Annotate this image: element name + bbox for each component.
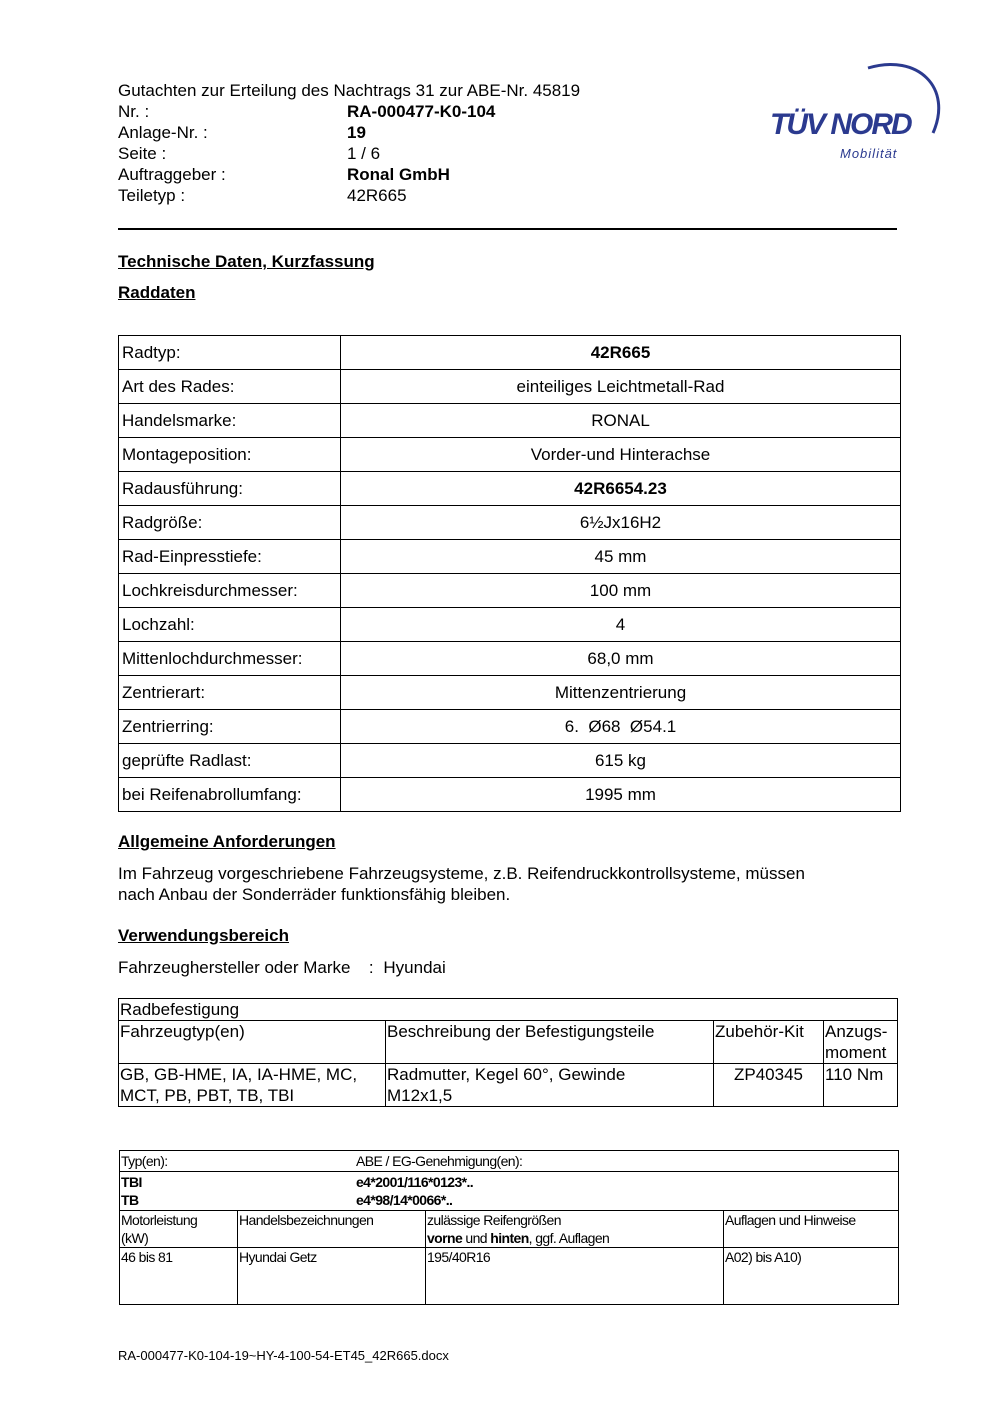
col-handelsbezeichnungen: Handelsbezeichnungen (238, 1211, 426, 1248)
typen-header-cell (120, 1151, 899, 1172)
header-label: Teiletyp : (118, 186, 186, 205)
col-zubehoer-kit: Zubehör-Kit (714, 1021, 824, 1064)
abe-2: e4*98/14*0066*.. (356, 1192, 453, 1208)
row-key: geprüfte Radlast: (119, 744, 341, 778)
col-auflagen: Auflagen und Hinweise (724, 1211, 899, 1248)
cell-line: M12x1,5 (387, 1086, 453, 1105)
row-key: Lochkreisdurchmesser: (119, 574, 341, 608)
row-value: RONAL (341, 404, 901, 438)
cell-line: Motorleistung (121, 1212, 198, 1228)
table-header-row (120, 1211, 899, 1248)
header-divider (118, 228, 897, 230)
row-value: 42R665 (341, 336, 901, 370)
table-row (120, 1151, 899, 1172)
table-row (119, 370, 901, 404)
header-value: 1 / 6 (347, 144, 381, 163)
cell-zubehoer-kit: ZP40345 (714, 1064, 824, 1107)
col-reifengroessen (426, 1211, 724, 1248)
table-row (119, 438, 901, 472)
row-value: einteiliges Leichtmetall-Rad (341, 370, 901, 404)
header-label: Auftraggeber : (118, 165, 226, 184)
typ-2: TB (121, 1192, 139, 1208)
col-beschreibung: Beschreibung der Befestigungsteile (386, 1021, 714, 1064)
section-raddaten: Raddaten (118, 283, 196, 302)
header-value: RA-000477-K0-104 (347, 102, 496, 121)
abe-1: e4*2001/116*0123*.. (356, 1174, 474, 1190)
section-allgemeine-anforderungen: Allgemeine Anforderungen (118, 832, 336, 851)
typen-values-cell (120, 1172, 899, 1211)
row-key: Art des Rades: (119, 370, 341, 404)
cell-handelsbezeichnung: Hyundai Getz (238, 1248, 426, 1305)
vorne-text: vorne (427, 1230, 463, 1246)
fahrzeughersteller-line (118, 957, 446, 978)
row-value: 45 mm (341, 540, 901, 574)
radbefestigung-title: Radbefestigung (119, 999, 898, 1021)
typen-table (119, 1150, 899, 1305)
row-value: 68,0 mm (341, 642, 901, 676)
table-row (119, 676, 901, 710)
row-value: 6½Jx16H2 (341, 506, 901, 540)
cell-anzugsmoment: 110 Nm (824, 1064, 898, 1107)
row-key: Mittenlochdurchmesser: (119, 642, 341, 676)
cell-line (427, 1229, 722, 1247)
header-label: Seite : (118, 144, 167, 163)
header-value: 42R665 (347, 186, 407, 205)
footer-filename: RA-000477-K0-104-19~HY-4-100-54-ET45_42R665.docx (118, 1348, 449, 1363)
col-anzugsmoment-line1: Anzugs- (825, 1022, 888, 1041)
cell-reifengroesse: 195/40R16 (426, 1248, 724, 1305)
table-row (119, 710, 901, 744)
row-key: Radtyp: (119, 336, 341, 370)
fahrzeughersteller-value: Hyundai (383, 958, 446, 977)
row-value: 42R6654.23 (341, 472, 901, 506)
und-text: und (462, 1230, 491, 1246)
table-row (120, 1172, 899, 1211)
cell-line: zulässige Reifengrößen (427, 1212, 561, 1228)
table-row (119, 999, 898, 1021)
row-key: Zentrierart: (119, 676, 341, 710)
row-key: bei Reifenabrollumfang: (119, 778, 341, 812)
typ-1: TBI (121, 1174, 142, 1190)
cell-line: GB, GB-HME, IA, IA-HME, MC, (120, 1065, 358, 1084)
row-key: Handelsmarke: (119, 404, 341, 438)
abe-label: ABE / EG-Genehmigung(en): (356, 1153, 523, 1169)
row-value: 100 mm (341, 574, 901, 608)
table-row (119, 778, 901, 812)
allgemeine-text-line-2: nach Anbau der Sonderräder funktionsfähig bleiben. (118, 885, 511, 904)
table-row (119, 1064, 898, 1107)
raddaten-table (118, 335, 901, 812)
cell-line: Radmutter, Kegel 60°, Gewinde (387, 1065, 626, 1084)
table-row (119, 506, 901, 540)
section-verwendungsbereich: Verwendungsbereich (118, 926, 289, 945)
table-row (119, 472, 901, 506)
tuv-nord-logo (768, 58, 948, 168)
logo-brand: TÜV NORD (770, 108, 911, 141)
cell-fahrzeugtypen (119, 1064, 386, 1107)
table-row (119, 336, 901, 370)
row-key: Radausführung: (119, 472, 341, 506)
row-value: 1995 mm (341, 778, 901, 812)
row-key: Rad-Einpresstiefe: (119, 540, 341, 574)
header-value: Ronal GmbH (347, 165, 450, 184)
table-row (119, 540, 901, 574)
cell-beschreibung (386, 1064, 714, 1107)
header-label: Nr. : (118, 102, 150, 121)
document-title: Gutachten zur Erteilung des Nachtrags 31 zur ABE-Nr. 45819 (118, 81, 581, 100)
auflagen-text: , ggf. Auflagen (528, 1230, 610, 1246)
table-row (119, 404, 901, 438)
section-technische-daten: Technische Daten, Kurzfassung (118, 252, 375, 271)
typen-label: Typ(en): (121, 1153, 168, 1169)
table-row (119, 608, 901, 642)
row-key: Zentrierring: (119, 710, 341, 744)
row-value: Mittenzentrierung (341, 676, 901, 710)
col-anzugsmoment-line2: moment (825, 1043, 887, 1062)
table-header-row (119, 1021, 898, 1064)
cell-line: (kW) (121, 1230, 149, 1246)
row-value: 615 kg (341, 744, 901, 778)
logo-sub: Mobilität (840, 146, 898, 161)
cell-auflagen: A02) bis A10) (724, 1248, 899, 1305)
cell-motorleistung: 46 bis 81 (120, 1248, 238, 1305)
row-value: Vorder-und Hinterachse (341, 438, 901, 472)
table-row (119, 642, 901, 676)
header-value: 19 (347, 123, 366, 142)
radbefestigung-table (118, 998, 898, 1107)
allgemeine-text-line-1: Im Fahrzeug vorgeschriebene Fahrzeugsysteme, z.B. Reifendruckkontrollsysteme, müssen (118, 864, 805, 883)
header-label: Anlage-Nr. : (118, 123, 208, 142)
row-value: 4 (341, 608, 901, 642)
table-row (119, 744, 901, 778)
table-row (120, 1248, 899, 1305)
hinten-text: hinten (490, 1230, 529, 1246)
row-key: Lochzahl: (119, 608, 341, 642)
row-value: 6. Ø68 Ø54.1 (341, 710, 901, 744)
table-row (119, 574, 901, 608)
row-key: Radgröße: (119, 506, 341, 540)
cell-line: MCT, PB, PBT, TB, TBI (120, 1086, 295, 1105)
col-fahrzeugtyp: Fahrzeugtyp(en) (119, 1021, 386, 1064)
col-motorleistung (120, 1211, 238, 1248)
fahrzeughersteller-label: Fahrzeughersteller oder Marke (118, 958, 351, 977)
col-anzugsmoment (824, 1021, 898, 1064)
fahrzeughersteller-separator: : (368, 958, 374, 977)
row-key: Montageposition: (119, 438, 341, 472)
